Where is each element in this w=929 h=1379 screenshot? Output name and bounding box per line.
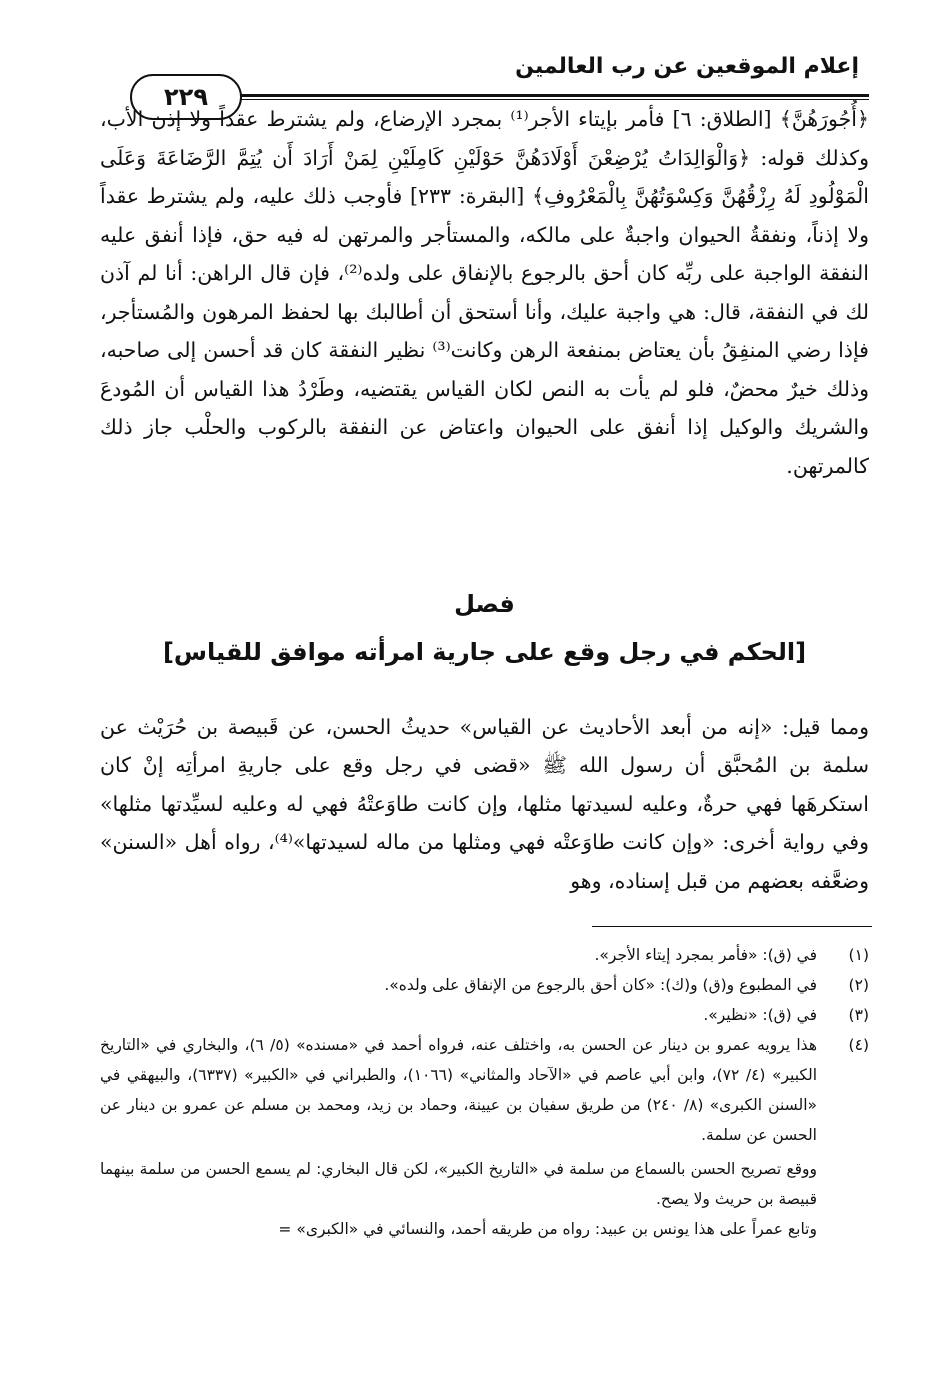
footnote-separator <box>592 926 872 927</box>
footnote-4 <box>100 1030 869 1150</box>
running-title: إعلام الموقعين عن رب العالمين <box>515 54 859 79</box>
footnote-text: في (ق): «نظير». <box>703 1006 817 1024</box>
footnotes <box>100 940 869 1244</box>
footnote-text: في (ق): «فأمر بمجرد إيتاء الأجر». <box>594 946 817 964</box>
section-heading: فصل <box>454 590 515 618</box>
paragraph-text: ومما قيل: «إنه من أبعد الأحاديث عن القياس» حديثُ الحسن، عن قَبيصة بن حُرَيْث عن سلمة بن المُحبَّق أن رسول الله ﷺ «قضى في رجل وقع على جاريةِ امرأتِه إنْ كان استكرهَها فهي حرةٌ، وعليه لسيدتها مثلها، وإن كانت طاوَعتْهُ فهي له وعليه لسيِّدتها مثلها» وفي رواية أخرى: «وإن كانت طاوَعتْه فهي ومثلها من ماله لسيدتها»⁽⁴⁾، رواه أهل «السنن» وضعَّفه بعضهم من قبل إسناده، وهو <box>100 714 869 893</box>
footnote-2 <box>100 970 869 1000</box>
footnote-number: (٣) <box>848 1006 869 1024</box>
footnote-3 <box>100 1000 869 1030</box>
footnote-text: هذا يرويه عمرو بن دينار عن الحسن به، واختلف عنه، فرواه أحمد في «مسنده» (٥/ ٦)، والبخاري في «التاريخ الكبير» (٤/ ٧٢)، وابن أبي عاصم في «الآحاد والمثاني» (١٠٦٦)، والطبراني في «الكبير» (٦٣٣٧)، والبيهقي في «السنن الكبرى» (٨/ ٢٤٠) من طريق سفيان بن عيينة، وحماد بن زيد، ومحمد بن مسلم عن عمرو بن دينار عن الحسن عن سلمة. <box>100 1036 818 1144</box>
header-rule-thick <box>200 94 869 97</box>
footnote-1 <box>100 940 869 970</box>
footnote-number: (٢) <box>848 976 869 994</box>
page-header <box>100 30 869 111</box>
body-paragraph-2 <box>100 687 869 921</box>
footnote-continuation: ووقع تصريح الحسن بالسماع من سلمة في «التاريخ الكبير»، لكن قال البخاري: لم يسمع الحسن من سلمة بينهما قبيصة بن حريث ولا يصح. <box>100 1160 817 1208</box>
footnote-number: (١) <box>848 946 869 964</box>
footnote-text: في المطبوع و(ق) و(ك): «كان أحق بالرجوع من الإنفاق على ولده». <box>384 976 817 994</box>
paragraph-text: ﴿أُجُورَهُنَّ﴾ [الطلاق: ٦] فأمر بإيتاء الأجر⁽¹⁾ بمجرد الإرضاع، ولم يشترط عقداً ولا إذن الأب، وكذلك قوله: ﴿وَالْوَالِدَاتُ يُرْضِعْنَ أَوْلَادَهُنَّ حَوْلَيْنِ كَامِلَيْنِ لِمَنْ أَرَادَ أَن يُتِمَّ الرَّضَاعَةَ وَعَلَى الْمَوْلُودِ لَهُ رِزْقُهُنَّ وَكِسْوَتُهُنَّ بِالْمَعْرُوفِ﴾ [البقرة: ٢٣٣] فأوجب ذلك عليه، ولم يشترط عقداً ولا إذناً، ونفقةُ الحيوان واجبةٌ على مالكه، والمستأجر والمرتهن له فيه حق، فإذا أنفق عليه النفقة الواجبة على ربِّه كان أحق بالرجوع بالإنفاق على ولده⁽²⁾، فإن قال الراهن: أنا لم آذن لك في النفقة، قال: هي واجبة عليك، وأنا أستحق أن أطالبك بها لحفظ المرهون والمُستأجر، فإذا رضي المنفِقُ بأن يعتاض بمنفعة الرهن وكانت⁽³⁾ نظير النفقة كان قد أحسن إلى صاحبه، وذلك خيرٌ محضٌ، فلو لم يأت به النص لكان القياس يقتضيه، وطَرْدُ هذا القياس أن المُودعَ والشريك والوكيل إذا أنفق على الحيوان واعتاض عن النفقة بالركوب والحلْب جاز ذلك كالمرتهن. <box>100 107 869 478</box>
page-number: ٢٢٩ <box>164 83 208 111</box>
footnote-number: (٤) <box>848 1036 869 1054</box>
body-paragraph-1 <box>100 100 869 485</box>
footnote-continuation: وتابع عمراً على هذا يونس بن عبيد: رواه من طريقه أحمد، والنسائي في «الكبرى» = <box>278 1220 817 1238</box>
section-subheading: [الحكم في رجل وقع على جارية امرأته موافق للقياس] <box>162 638 807 666</box>
